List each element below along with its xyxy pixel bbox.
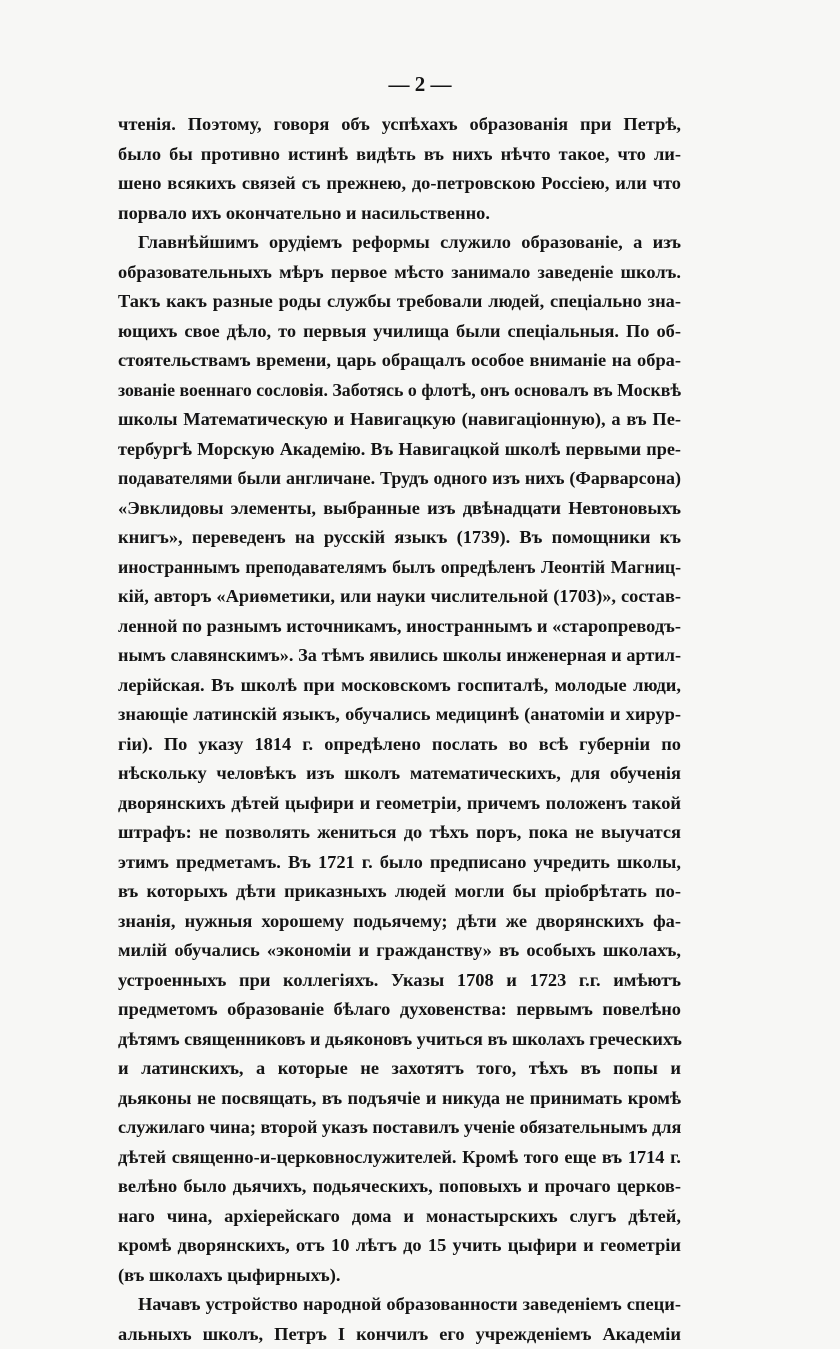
- text-line: подавателями были англичане. Трудъ одного изъ нихъ (Фарварсона): [118, 464, 681, 494]
- text-line: устроенныхъ при коллегіяхъ. Указы 1708 и 1723 г.г. имѣютъ: [118, 966, 681, 996]
- text-line: нѣскольку человѣкъ изъ школъ математическихъ, для обученія: [118, 759, 681, 789]
- text-line: альныхъ школъ, Петръ I кончилъ его учрежденіемъ Академіи: [118, 1320, 681, 1349]
- text-line: школы Математическую и Навигацкую (навигаціонную), а въ Пе-: [118, 405, 681, 435]
- text-line: стоятельствамъ времени, царь обращалъ особое вниманіе на обра-: [118, 346, 681, 376]
- text-line: книгъ», переведенъ на русскій языкъ (1739). Въ помощники къ: [118, 523, 681, 553]
- text-line: дѣтямъ священниковъ и дьяконовъ учиться въ школахъ греческихъ: [118, 1025, 681, 1055]
- text-line: Главнѣйшимъ орудіемъ реформы служило образованіе, а изъ: [118, 228, 681, 258]
- text-line: служилаго чина; второй указъ поставилъ ученіе обязательнымъ для: [118, 1113, 681, 1143]
- text-line: «Эвклидовы элементы, выбранные изъ двѣнадцати Невтоновыхъ: [118, 494, 681, 524]
- text-line: милій обучались «экономіи и гражданству» въ особыхъ школахъ,: [118, 936, 681, 966]
- text-line: зованіе военнаго сословія. Заботясь о флотѣ, онъ основалъ въ Москвѣ: [118, 376, 681, 406]
- text-line: лерійская. Въ школѣ при московскомъ госпиталѣ, молодые люди,: [118, 671, 681, 701]
- text-line: Такъ какъ разные роды службы требовали людей, спеціально зна-: [118, 287, 681, 317]
- text-line: этимъ предметамъ. Въ 1721 г. было предписано учредить школы,: [118, 848, 681, 878]
- text-line: (въ школахъ цыфирныхъ).: [118, 1261, 681, 1291]
- text-line: велѣно было дьячихъ, подьяческихъ, поповыхъ и прочаго церков-: [118, 1172, 681, 1202]
- text-line: ленной по разнымъ источникамъ, иностраннымъ и «старопреводъ-: [118, 612, 681, 642]
- text-line: ющихъ свое дѣло, то первыя училища были спеціальныя. По об-: [118, 317, 681, 347]
- page-number: — 2 —: [0, 72, 840, 97]
- text-line: было бы противно истинѣ видѣть въ нихъ нѣчто такое, что ли-: [118, 140, 681, 170]
- text-line: иностраннымъ преподавателямъ былъ опредѣленъ Леонтій Магниц-: [118, 553, 681, 583]
- text-line: знающіе латинскій языкъ, обучались медицинѣ (анатоміи и хирур-: [118, 700, 681, 730]
- text-line: кій, авторъ «Ариѳметики, или науки числительной (1703)», состав-: [118, 582, 681, 612]
- text-line: дьяконы не посвящать, въ подъячіе и никуда не принимать кромѣ: [118, 1084, 681, 1114]
- text-line: въ которыхъ дѣти приказныхъ людей могли бы пріобрѣтать по-: [118, 877, 681, 907]
- text-line: шено всякихъ связей съ прежнею, до-петровскою Россіею, или что: [118, 169, 681, 199]
- text-line: чтенія. Поэтому, говоря объ успѣхахъ образованія при Петрѣ,: [118, 110, 681, 140]
- text-line: образовательныхъ мѣръ первое мѣсто занимало заведеніе школъ.: [118, 258, 681, 288]
- text-line: и латинскихъ, а которые не захотятъ того, тѣхъ въ попы и: [118, 1054, 681, 1084]
- text-line: порвало ихъ окончательно и насильственно.: [118, 199, 681, 229]
- text-line: Начавъ устройство народной образованности заведеніемъ специ-: [118, 1290, 681, 1320]
- text-line: дѣтей священно-и-церковнослужителей. Кромѣ того еще въ 1714 г.: [118, 1143, 681, 1173]
- text-line: гіи). По указу 1814 г. опредѣлено послать во всѣ губерніи по: [118, 730, 681, 760]
- text-line: кромѣ дворянскихъ, отъ 10 лѣтъ до 15 учить цыфири и геометріи: [118, 1231, 681, 1261]
- text-line: знанія, нужныя хорошему подьячему; дѣти же дворянскихъ фа-: [118, 907, 681, 937]
- text-line: наго чина, архіерейскаго дома и монастырскихъ слугъ дѣтей,: [118, 1202, 681, 1232]
- text-line: дворянскихъ дѣтей цыфири и геометріи, причемъ положенъ такой: [118, 789, 681, 819]
- text-line: штрафъ: не позволять жениться до тѣхъ поръ, пока не выучатся: [118, 818, 681, 848]
- text-line: нымъ славянскимъ». За тѣмъ явились школы инженерная и артил-: [118, 641, 681, 671]
- body-text: [118, 110, 681, 1349]
- text-line: тербургѣ Морскую Академію. Въ Навигацкой школѣ первыми пре-: [118, 435, 681, 465]
- text-line: предметомъ образованіе бѣлаго духовенства: первымъ повелѣно: [118, 995, 681, 1025]
